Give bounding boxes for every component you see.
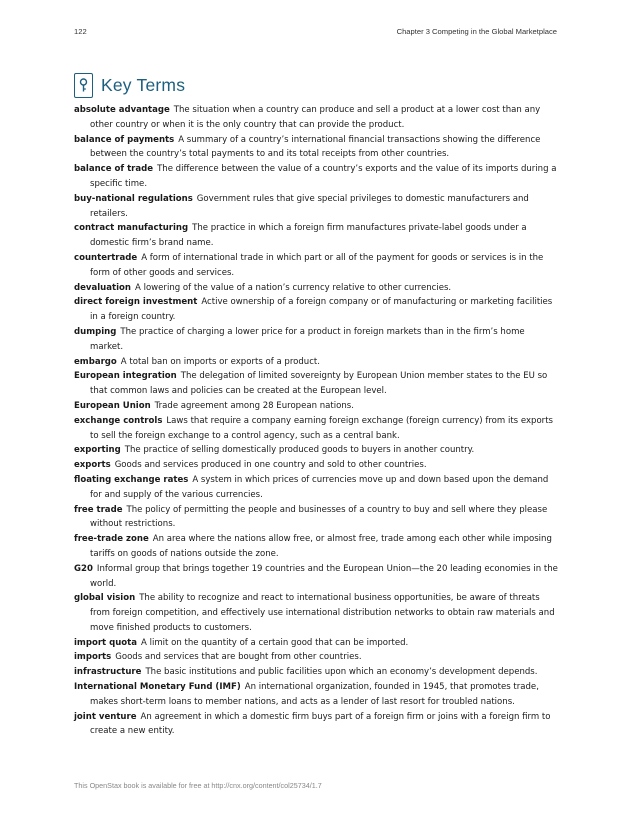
glossary-entry [74, 443, 558, 458]
glossary-entry [74, 192, 558, 222]
glossary-entry [74, 355, 558, 370]
glossary-entry [74, 562, 558, 592]
term-definition: A summary of a country’s international financial transactions showing the difference between the country’s total payments to and its total receipts from other countries. [90, 134, 541, 160]
term-name: infrastructure [74, 667, 142, 678]
term-name: direct foreign investment [74, 297, 198, 308]
term-definition: A total ban on imports or exports of a product. [120, 356, 320, 367]
term-definition: Informal group that brings together 19 countries and the European Union—the 20 leading economies in the world. [90, 563, 558, 589]
glossary-entry [74, 399, 558, 414]
term-definition: The practice in which a foreign firm manufactures private-label goods under a domestic firm’s brand name. [90, 223, 527, 249]
term-name: exports [74, 460, 111, 471]
term-definition: Laws that require a company earning foreign exchange (foreign currency) from its exports to sell the foreign exchange to a control agency, such as a central bank. [90, 415, 553, 441]
glossary-entry [74, 133, 558, 163]
term-name: balance of payments [74, 134, 175, 145]
term-definition: The practice of selling domestically produced goods to buyers in another country. [124, 445, 475, 456]
term-definition: Goods and services that are bought from other countries. [115, 652, 362, 663]
glossary-entry [74, 503, 558, 533]
term-name: floating exchange rates [74, 474, 189, 485]
glossary-entry [74, 221, 558, 251]
term-definition: The basic institutions and public facilities upon which an economy’s development depends. [145, 667, 538, 678]
term-definition: The delegation of limited sovereignty by European Union member states to the EU so that common laws and policies can be created at the European level. [90, 371, 548, 397]
glossary-entry [74, 680, 558, 710]
term-name: devaluation [74, 282, 132, 293]
term-definition: The ability to recognize and react to international business opportunities, be aware of threats from foreign competition, and effectively use international distribution networks to obtain raw materials and move finished products to customers. [90, 593, 555, 633]
term-definition: A system in which prices of currencies move up and down based upon the demand for and supply of the various currencies. [90, 474, 549, 500]
term-definition: The difference between the value of a country’s exports and the value of its imports during a specific time. [90, 164, 557, 189]
term-name: G20 [74, 563, 93, 574]
term-name: imports [74, 652, 112, 663]
term-name: joint venture [74, 711, 137, 722]
glossary-entry [74, 325, 558, 355]
glossary-entry [74, 369, 558, 399]
key-terms-list [74, 103, 558, 739]
glossary-entry [74, 458, 558, 473]
term-definition: The practice of charging a lower price for a product in foreign markets than in the firm’s home market. [90, 326, 525, 352]
term-name: exchange controls [74, 415, 163, 426]
glossary-entry [74, 636, 558, 651]
term-definition: The situation when a country can produce and sell a product at a lower cost than any other country or when it is the only country that can provide the product. [90, 105, 541, 130]
term-definition: Goods and services produced in one country and sold to other countries. [114, 460, 427, 471]
term-name: free-trade zone [74, 534, 149, 545]
glossary-entry [74, 251, 558, 281]
glossary-entry [74, 414, 558, 444]
term-definition: A lowering of the value of a nation’s currency relative to other currencies. [135, 282, 452, 293]
section-title: Key Terms [101, 74, 186, 95]
term-name: buy-national regulations [74, 193, 193, 204]
term-definition: An area where the nations allow free, or almost free, trade among each other while imposing tariffs on goods of nations outside the zone. [90, 534, 552, 559]
term-name: embargo [74, 356, 117, 367]
term-name: European Union [74, 400, 151, 411]
term-name: exporting [74, 445, 121, 456]
term-name: contract manufacturing [74, 223, 189, 234]
term-definition: An agreement in which a domestic firm buys part of a foreign firm or joins with a foreign firm to create a new entity. [90, 711, 551, 737]
section-heading [74, 69, 185, 101]
term-definition: An international organization, founded in 1945, that promotes trade, makes short-term loans to member nations, and acts as a lender of last resort for troubled nations. [90, 682, 539, 707]
term-name: dumping [74, 326, 117, 337]
glossary-entry [74, 591, 558, 635]
glossary-entry [74, 295, 558, 325]
term-name: European integration [74, 371, 177, 382]
glossary-entry [74, 473, 558, 503]
term-definition: Active ownership of a foreign company or of manufacturing or marketing facilities in a foreign country. [90, 297, 553, 323]
term-definition: The policy of permitting the people and businesses of a country to buy and sell where they please without restrictions. [90, 504, 548, 530]
glossary-entry [74, 103, 558, 133]
term-definition: A limit on the quantity of a certain good that can be imported. [141, 637, 409, 648]
term-definition: Trade agreement among 28 European nations. [154, 400, 354, 411]
term-name: import quota [74, 637, 138, 648]
term-definition: A form of international trade in which part or all of the payment for goods or services is in the form of other goods and services. [90, 252, 544, 278]
key-icon [74, 73, 93, 98]
term-name: International Monetary Fund (IMF) [74, 682, 241, 693]
term-name: free trade [74, 504, 123, 515]
term-name: balance of trade [74, 164, 154, 175]
term-name: countertrade [74, 252, 138, 263]
term-definition: Government rules that give special privileges to domestic manufacturers and retailers. [90, 193, 529, 219]
glossary-entry [74, 281, 558, 296]
term-name: global vision [74, 593, 136, 604]
running-header-chapter: Chapter 3 Competing in the Global Marketplace [396, 27, 557, 36]
glossary-entry [74, 162, 558, 192]
glossary-entry [74, 665, 558, 680]
glossary-entry [74, 650, 558, 665]
glossary-entry [74, 532, 558, 562]
term-name: absolute advantage [74, 105, 170, 115]
footer-note: This OpenStax book is available for free at http://cnx.org/content/col25734/1.7 [74, 781, 322, 790]
glossary-entry [74, 710, 558, 740]
page-number: 122 [74, 27, 87, 36]
